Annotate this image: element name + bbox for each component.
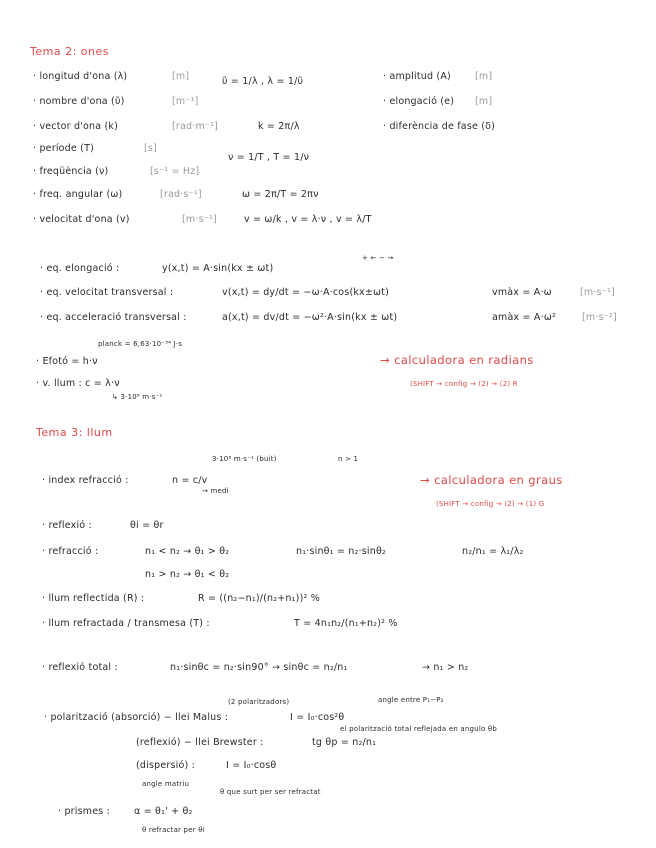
tema3-title: Tema 3: llum — [36, 426, 113, 439]
reflexio-total-formula: n₁·sinθc = n₂·sin90° → sinθc = n₂/n₁ — [170, 662, 348, 673]
snell-law: n₁·sinθ₁ = n₂·sinθ₂ — [296, 546, 386, 557]
longitud-unit: [m] — [172, 71, 190, 82]
elongacio-unit: [m] — [475, 96, 493, 107]
index-formula: n = c/v — [172, 475, 208, 486]
longitud-label: · longitud d'ona (λ) — [33, 71, 128, 82]
reflexio-formula: θi = θr — [130, 520, 164, 531]
calc-radians-seq: (SHIFT → config → (2) → (2) R — [410, 380, 518, 388]
llum-refractada-formula: T = 4n₁n₂/(n₁+n₂)² % — [294, 618, 398, 629]
reflexio-brewster-label: (reflexió) − llei Brewster : — [136, 737, 264, 748]
calc-radians: → calculadora en radians — [380, 353, 534, 367]
amax-unit: [m·s⁻²] — [582, 312, 617, 323]
malus-formula: I = I₀·cos²θ — [290, 712, 345, 723]
vector-label: · vector d'ona (k) — [33, 121, 119, 132]
eq-vel-label: · eq. velocitat transversal : — [40, 287, 174, 298]
eq-elong-label: · eq. elongació : — [40, 263, 120, 274]
n-greater: n > 1 — [338, 455, 359, 463]
freq-ang-label: · freq. angular (ω) — [33, 189, 123, 200]
vmax: vmàx = A·ω — [492, 287, 552, 298]
brewster-formula: tg θp = n₂/n₁ — [312, 737, 377, 748]
reflexio-total-label: · reflexió total : — [42, 662, 118, 673]
formula-w: ω = 2π/T = 2πν — [242, 189, 319, 200]
amplitud-unit: [m] — [475, 71, 493, 82]
formula-nu2: ν = 1/T , T = 1/ν — [228, 152, 310, 163]
formula-v: v = ω/k , v = λ·ν , v = λ/T — [244, 214, 372, 225]
amplitud-label: · amplitud (A) — [383, 71, 451, 82]
eq-vel-formula: v(x,t) = dy/dt = −ω·A·cos(kx±ωt) — [222, 287, 390, 298]
llum-refractada-label: · llum refractada / transmesa (T) : — [42, 618, 210, 629]
direction-arrows: + ← − → — [362, 254, 394, 262]
dispersio-label: (dispersió) : — [136, 760, 196, 771]
tema2-title: Tema 2: ones — [30, 45, 109, 58]
frequencia-unit: [s⁻¹ = Hz] — [150, 166, 200, 177]
calc-graus: → calculadora en graus — [420, 473, 563, 487]
prismes-formula: α = θ₁' + θ₂ — [134, 806, 193, 817]
vllum-value: ↳ 3·10⁸ m·s⁻¹ — [112, 393, 163, 401]
llum-reflectida-formula: R = ((n₂−n₁)/(n₂+n₁))² % — [198, 593, 320, 604]
angle-matriu-note: angle matriu — [142, 780, 190, 788]
refraccio-case2: n₁ > n₂ → θ₁ < θ₂ — [145, 569, 230, 580]
vllum: · v. llum : c = λ·ν — [36, 378, 120, 389]
refraccio-case1: n₁ < n₂ → θ₁ > θ₂ — [145, 546, 230, 557]
nombre-label: · nombre d'ona (ῦ) — [33, 96, 125, 107]
vector-unit: [rad·m⁻¹] — [172, 121, 219, 132]
eq-acc-label: · eq. acceleració transversal : — [40, 312, 187, 323]
diferencia-label: · diferència de fase (δ) — [383, 121, 496, 132]
vmax-unit: [m·s⁻¹] — [580, 287, 615, 298]
eq-acc-formula: a(x,t) = dv/dt = −ω²·A·sin(kx ± ωt) — [222, 312, 398, 323]
velocitat-label: · velocitat d'ona (v) — [33, 214, 130, 225]
efoto: · Efotó = h·ν — [36, 356, 98, 367]
freq-ang-unit: [rad·s⁻¹] — [160, 189, 202, 200]
brewster-note: el polarització total reflejada en angulo θb — [340, 725, 497, 733]
c-value: 3·10⁸ m·s⁻¹ (buit) — [212, 455, 277, 463]
llum-reflectida-label: · llum reflectida (R) : — [42, 593, 145, 604]
planck-note: planck = 6,63·10⁻³⁴ J·s — [98, 340, 183, 348]
formula-nu: ῦ = 1/λ , λ = 1/ῦ — [222, 76, 304, 87]
nombre-unit: [m⁻¹] — [172, 96, 199, 107]
dispersio-formula: I = I₀·cosθ — [226, 760, 277, 771]
refractar-note: θ refractar per θi — [142, 826, 205, 834]
calc-graus-seq: (SHIFT → config → (2) → (1) G — [436, 500, 545, 508]
periode-unit: [s] — [144, 143, 157, 154]
polaritzadors-note: (2 polaritzadors) — [228, 698, 290, 706]
reflexio-total-condition: → n₁ > n₂ — [422, 662, 469, 673]
periode-label: · període (T) — [33, 143, 94, 154]
medi-note: → medi — [202, 487, 229, 495]
amax: amàx = A·ω² — [492, 312, 557, 323]
polaritzacio-label: · polarització (absorció) − llei Malus : — [44, 712, 229, 723]
index-ratio: n₂/n₁ = λ₁/λ₂ — [462, 546, 524, 557]
eq-elong-formula: y(x,t) = A·sin(kx ± ωt) — [162, 263, 274, 274]
reflexio-label: · reflexió : — [42, 520, 92, 531]
angle-note: angle entre P₁−P₂ — [378, 696, 444, 704]
frequencia-label: · freqüència (ν) — [33, 166, 109, 177]
prismes-label: · prismes : — [58, 806, 111, 817]
surt-note: θ que surt per ser refractat — [220, 788, 321, 796]
elongacio-label: · elongació (e) — [383, 96, 455, 107]
index-label: · index refracció : — [42, 475, 129, 486]
velocitat-unit: [m·s⁻¹] — [182, 214, 217, 225]
formula-k: k = 2π/λ — [258, 121, 300, 132]
refraccio-label: · refracció : — [42, 546, 99, 557]
